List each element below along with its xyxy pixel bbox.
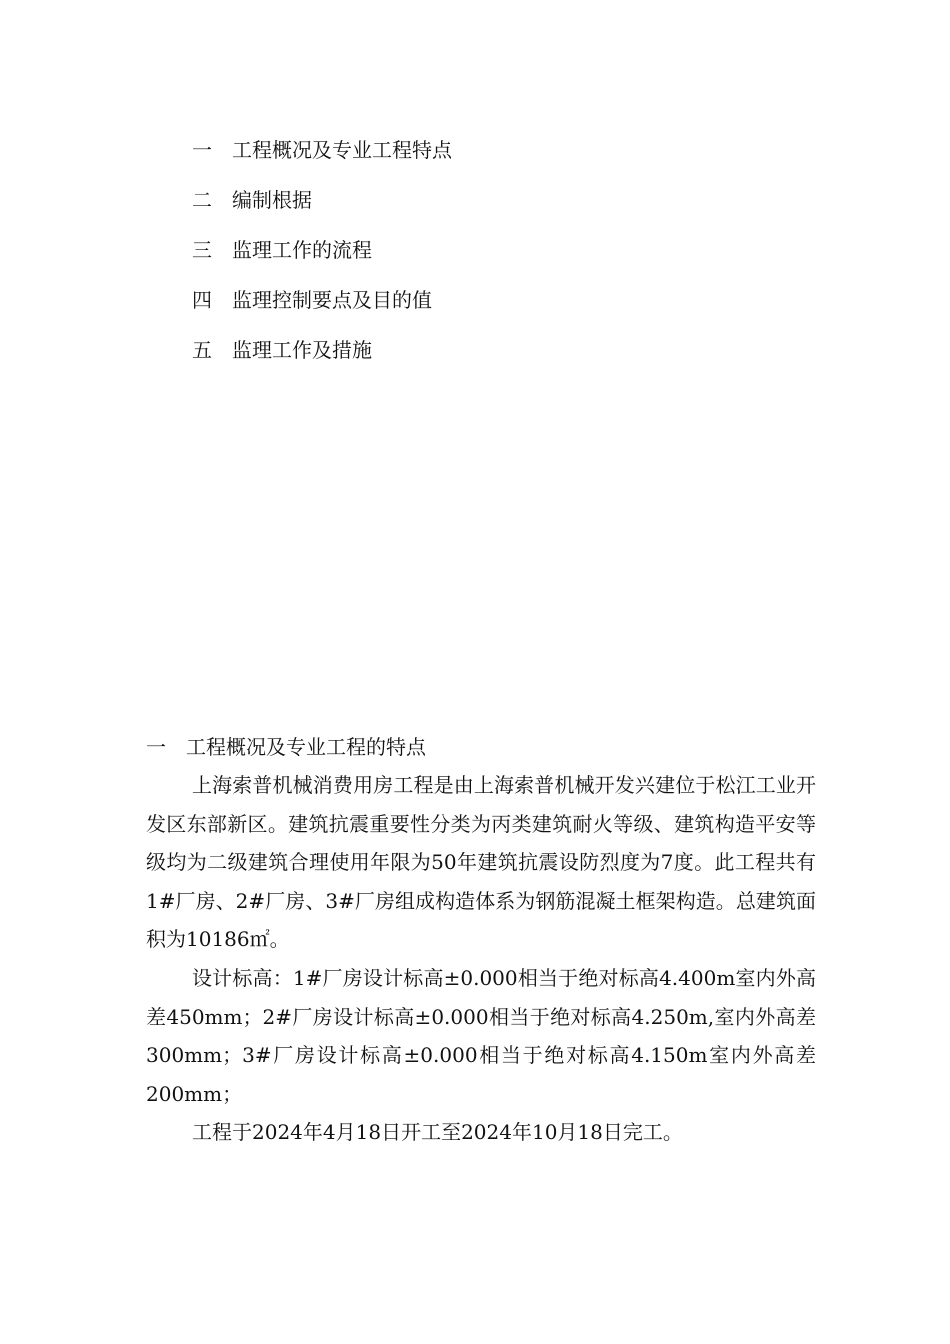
paragraph-design-elevation: 设计标高：1#厂房设计标高±0.000相当于绝对标高4.400m室内外高差450mm；2#厂房设计标高±0.000相当于绝对标高4.250m,室内外高差300mm；3#厂房设计标高±0.000相当于绝对标高4.150m室内外高差200mm； [146, 965, 816, 1106]
paragraph-overview: 上海索普机械消费用房工程是由上海索普机械开发兴建位于松江工业开发区东部新区。建筑抗震重要性分类为丙类建筑耐火等级、建筑构造平安等级均为二级建筑合理使用年限为50年建筑抗震设防烈度为7度。此工程共有1#厂房、2#厂房、3#厂房组成构造体系为钢筋混凝土框架构造。总建筑面积为10186㎡。 [146, 773, 816, 952]
toc-item-number: 二 [192, 188, 212, 212]
toc-item-label: 编制根据 [232, 188, 312, 212]
toc-item-label: 工程概况及专业工程特点 [232, 138, 452, 162]
paragraph-schedule: 工程于2024年4月18日开工至2024年10月18日完工。 [192, 1120, 683, 1145]
toc-item-number: 五 [192, 338, 212, 362]
toc-item-label: 监理工作的流程 [232, 238, 372, 262]
toc-item-label: 监理控制要点及目的值 [232, 288, 432, 312]
toc-item-3 [192, 234, 452, 284]
table-of-contents [192, 134, 452, 384]
toc-item-number: 三 [192, 238, 212, 262]
toc-item-2 [192, 184, 452, 234]
section-project-overview [146, 728, 816, 1152]
toc-item-number: 一 [192, 138, 212, 162]
toc-item-4 [192, 284, 452, 334]
section-heading [146, 728, 816, 766]
toc-item-label: 监理工作及措施 [232, 338, 372, 362]
section-number: 一 [146, 735, 166, 759]
toc-item-number: 四 [192, 288, 212, 312]
section-title: 工程概况及专业工程的特点 [186, 735, 426, 759]
toc-item-5 [192, 334, 452, 384]
toc-item-1 [192, 134, 452, 184]
